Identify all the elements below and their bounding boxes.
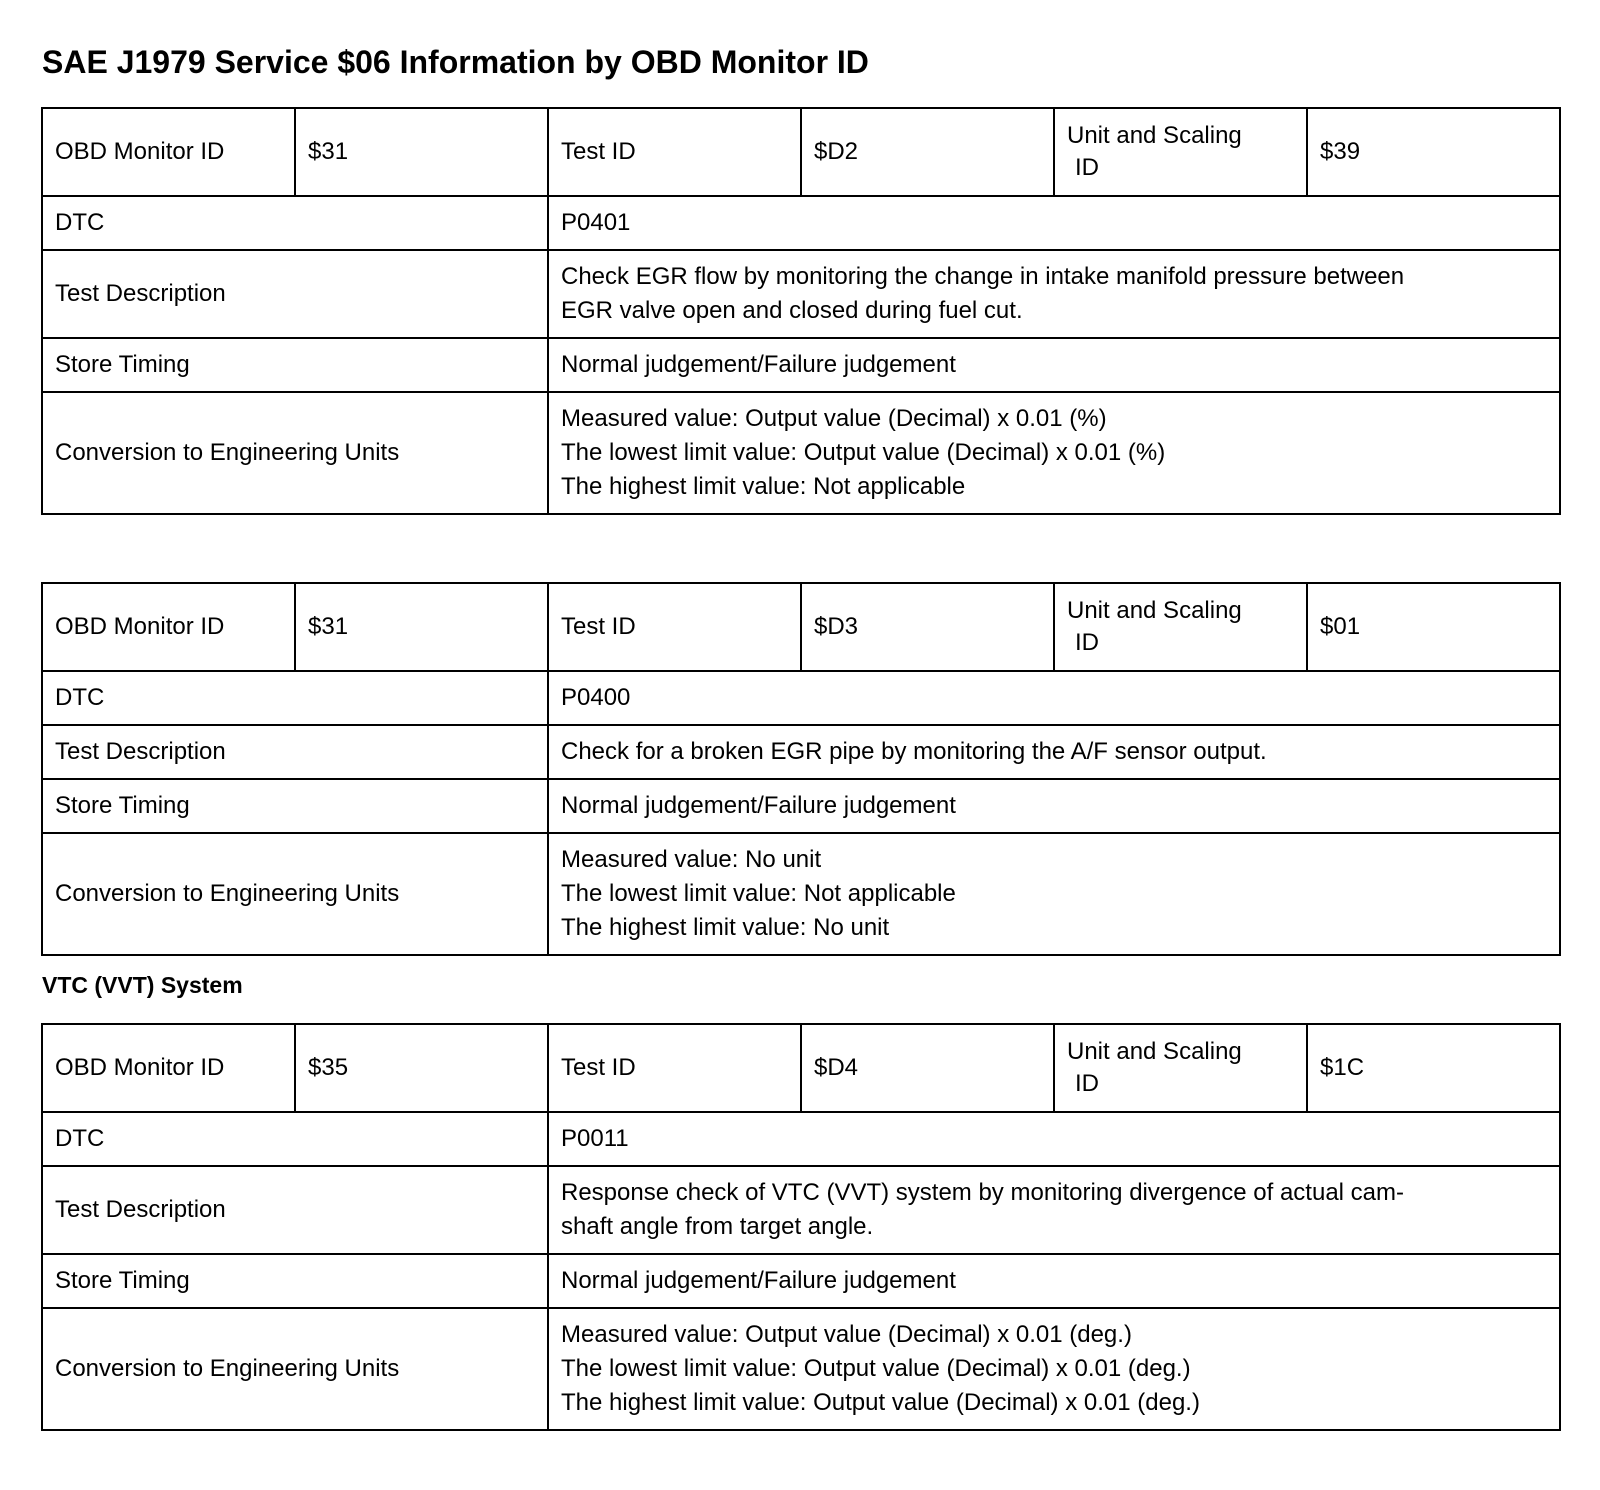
table-row — [42, 583, 1560, 671]
table-row — [42, 1308, 1560, 1430]
dtc-value: P0401 — [548, 196, 1560, 250]
dtc-label: DTC — [42, 671, 548, 725]
store-timing-value: Normal judgement/Failure judgement — [548, 338, 1560, 392]
obd-monitor-id-value: $31 — [295, 108, 548, 196]
unit-scaling-id-label: Unit and Scaling ID — [1054, 108, 1307, 196]
unit-scaling-id-label: Unit and Scaling ID — [1054, 1024, 1307, 1112]
dtc-label: DTC — [42, 1112, 548, 1166]
table-row — [42, 196, 1560, 250]
table-row — [42, 1024, 1560, 1112]
test-description-value: Check for a broken EGR pipe by monitoring the A/F sensor output. — [548, 725, 1560, 779]
table-row — [42, 1166, 1560, 1254]
test-description-label: Test Description — [42, 725, 548, 779]
table-row — [42, 1254, 1560, 1308]
section-heading: VTC (VVT) System — [42, 972, 243, 998]
table-row — [42, 108, 1560, 196]
test-id-label: Test ID — [548, 1024, 801, 1112]
test-description-value: Response check of VTC (VVT) system by monitoring divergence of actual cam- shaft angle from target angle. — [548, 1166, 1560, 1254]
table-row — [42, 338, 1560, 392]
dtc-value: P0400 — [548, 671, 1560, 725]
unit-scaling-id-value: $39 — [1307, 108, 1560, 196]
dtc-label: DTC — [42, 196, 548, 250]
test-description-value: Check EGR flow by monitoring the change in intake manifold pressure between EGR valve open and closed during fuel cut. — [548, 250, 1560, 338]
obd-monitor-id-label: OBD Monitor ID — [42, 583, 295, 671]
store-timing-value: Normal judgement/Failure judgement — [548, 779, 1560, 833]
store-timing-value: Normal judgement/Failure judgement — [548, 1254, 1560, 1308]
table-row — [42, 833, 1560, 955]
obd-monitor-id-label: OBD Monitor ID — [42, 1024, 295, 1112]
monitor-table — [41, 1023, 1561, 1431]
test-id-label: Test ID — [548, 583, 801, 671]
store-timing-label: Store Timing — [42, 779, 548, 833]
obd-monitor-id-label: OBD Monitor ID — [42, 108, 295, 196]
monitor-table — [41, 582, 1561, 956]
table-row — [42, 1112, 1560, 1166]
conversion-label: Conversion to Engineering Units — [42, 392, 548, 514]
conversion-value: Measured value: Output value (Decimal) x 0.01 (%) The lowest limit value: Output value (Decimal) x 0.01 (%) The highest limit value: Not applicable — [548, 392, 1560, 514]
table-row — [42, 392, 1560, 514]
unit-scaling-id-label: Unit and Scaling ID — [1054, 583, 1307, 671]
unit-scaling-id-value: $01 — [1307, 583, 1560, 671]
test-id-value: $D3 — [801, 583, 1054, 671]
test-description-label: Test Description — [42, 250, 548, 338]
obd-monitor-id-value: $35 — [295, 1024, 548, 1112]
dtc-value: P0011 — [548, 1112, 1560, 1166]
conversion-label: Conversion to Engineering Units — [42, 1308, 548, 1430]
test-description-label: Test Description — [42, 1166, 548, 1254]
test-id-value: $D2 — [801, 108, 1054, 196]
monitor-table — [41, 107, 1561, 515]
store-timing-label: Store Timing — [42, 1254, 548, 1308]
conversion-label: Conversion to Engineering Units — [42, 833, 548, 955]
table-row — [42, 779, 1560, 833]
table-row — [42, 725, 1560, 779]
table-row — [42, 250, 1560, 338]
conversion-value: Measured value: No unit The lowest limit value: Not applicable The highest limit value: No unit — [548, 833, 1560, 955]
page-title: SAE J1979 Service $06 Information by OBD Monitor ID — [42, 44, 869, 80]
test-id-label: Test ID — [548, 108, 801, 196]
unit-scaling-id-value: $1C — [1307, 1024, 1560, 1112]
store-timing-label: Store Timing — [42, 338, 548, 392]
test-id-value: $D4 — [801, 1024, 1054, 1112]
conversion-value: Measured value: Output value (Decimal) x 0.01 (deg.) The lowest limit value: Output value (Decimal) x 0.01 (deg.) The highest limit value: Output value (Decimal) x 0.01 (deg.) — [548, 1308, 1560, 1430]
table-row — [42, 671, 1560, 725]
obd-monitor-id-value: $31 — [295, 583, 548, 671]
